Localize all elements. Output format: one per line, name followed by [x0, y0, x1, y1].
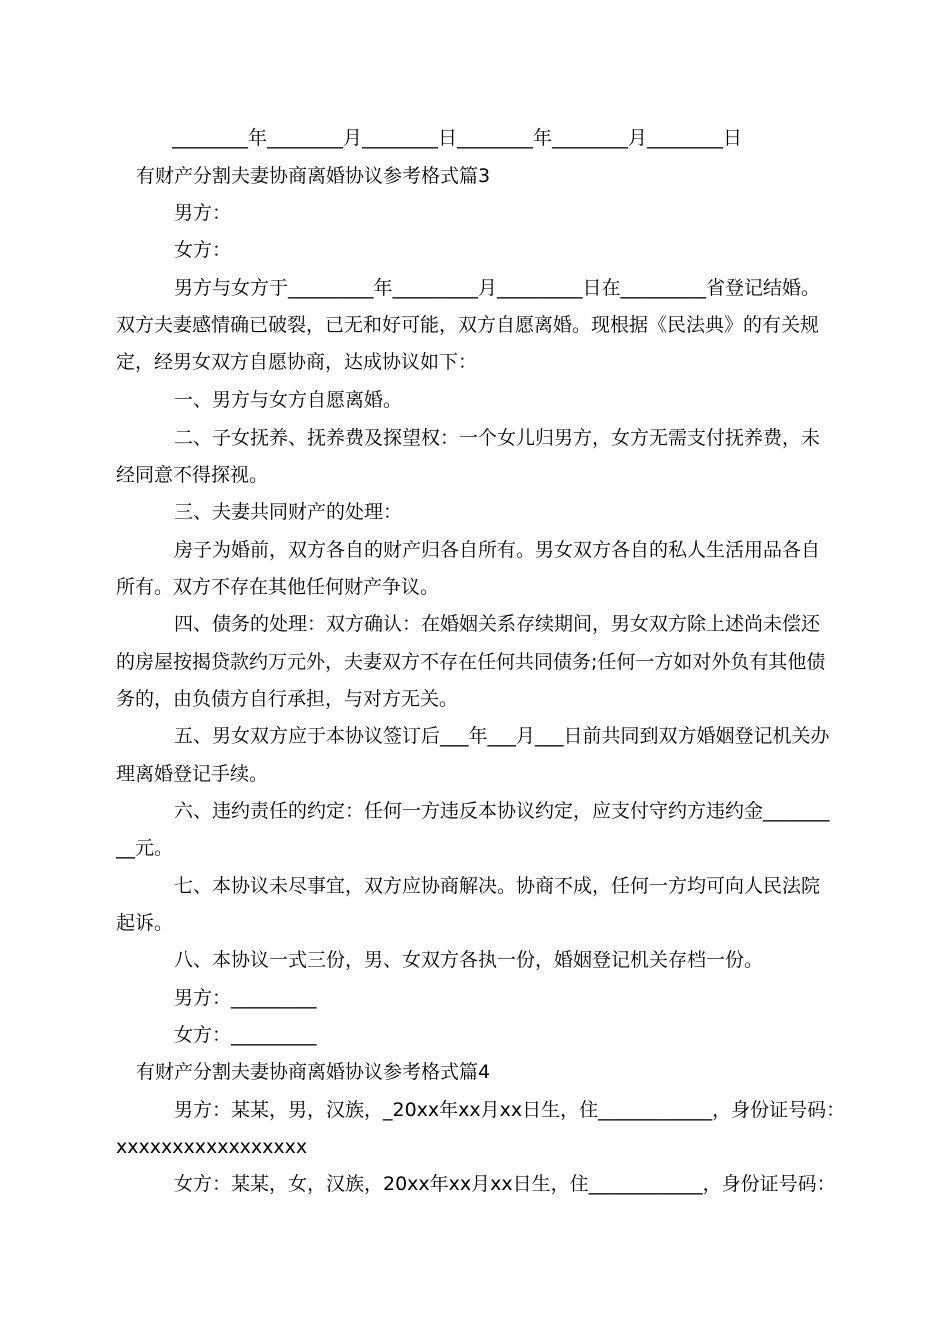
clause-2: 二、子女抚养、抚养费及探望权：一个女儿归男方，女方无需支付抚养费，未 — [174, 427, 821, 449]
intro-paragraph-line: 双方夫妻感情确已破裂，已无和好可能，双方自愿离婚。现根据《民法典》的有关规 — [116, 314, 820, 336]
signature-woman: 女方：_________ — [174, 1024, 317, 1046]
man-label: 男方： — [174, 202, 232, 224]
clause-5: 五、男女双方应于本协议签订后___年___月___日前共同到双方婚姻登记机关办 — [174, 725, 830, 747]
clause-6-cont: __元。 — [116, 837, 174, 859]
signature-man: 男方：_________ — [174, 987, 317, 1009]
clause-3-body: 房子为婚前，双方各自的财产归各自所有。男女双方各自的私人生活用品各自 — [174, 539, 821, 561]
section-heading-3: 有财产分割夫妻协商离婚协议参考格式篇3 — [136, 165, 491, 187]
clause-4-cont: 的房屋按揭贷款约万元外，夫妻双方不存在任何共同债务;任何一方如对外负有其他债 — [116, 651, 826, 673]
clause-3-body-cont: 所有。双方不存在其他任何财产争议。 — [116, 576, 440, 598]
clause-3: 三、夫妻共同财产的处理： — [174, 501, 403, 523]
clause-2-cont: 经同意不得探视。 — [116, 464, 269, 486]
woman-label: 女方： — [174, 239, 232, 261]
party-man-info: 男方：某某，男，汉族，_20xx年xx月xx日生，住____________，身份证号码： — [174, 1099, 846, 1121]
party-man-id: xxxxxxxxxxxxxxxxx — [116, 1136, 308, 1158]
date-line: ________年________月________日________年________月________日 — [172, 127, 743, 149]
clause-4-cont: 务的，由负债方自行承担，与对方无关。 — [116, 688, 459, 710]
party-woman-info: 女方：某某，女，汉族，20xx年xx月xx日生，住____________，身份证号码： — [174, 1173, 836, 1195]
section-heading-4: 有财产分割夫妻协商离婚协议参考格式篇4 — [136, 1061, 491, 1083]
clause-4: 四、债务的处理：双方确认：在婚姻关系存续期间，男女双方除上述尚未偿还 — [174, 613, 821, 635]
clause-5-cont: 理离婚登记手续。 — [116, 763, 269, 785]
clause-6: 六、违约责任的约定：任何一方违反本协议约定，应支付守约方违约金_______ — [174, 800, 830, 822]
intro-paragraph-line: 男方与女方于_________年_________月_________日在_________省登记结婚。 — [174, 277, 821, 299]
intro-paragraph-line: 定，经男女双方自愿协商，达成协议如下： — [116, 351, 478, 373]
clause-7-cont: 起诉。 — [116, 912, 174, 934]
clause-8: 八、本协议一式三份，男、女双方各执一份，婚姻登记机关存档一份。 — [174, 949, 764, 971]
clause-1: 一、男方与女方自愿离婚。 — [174, 389, 403, 411]
clause-7: 七、本协议未尽事宜，双方应协商解决。协商不成，任何一方均可向人民法院 — [174, 875, 821, 897]
